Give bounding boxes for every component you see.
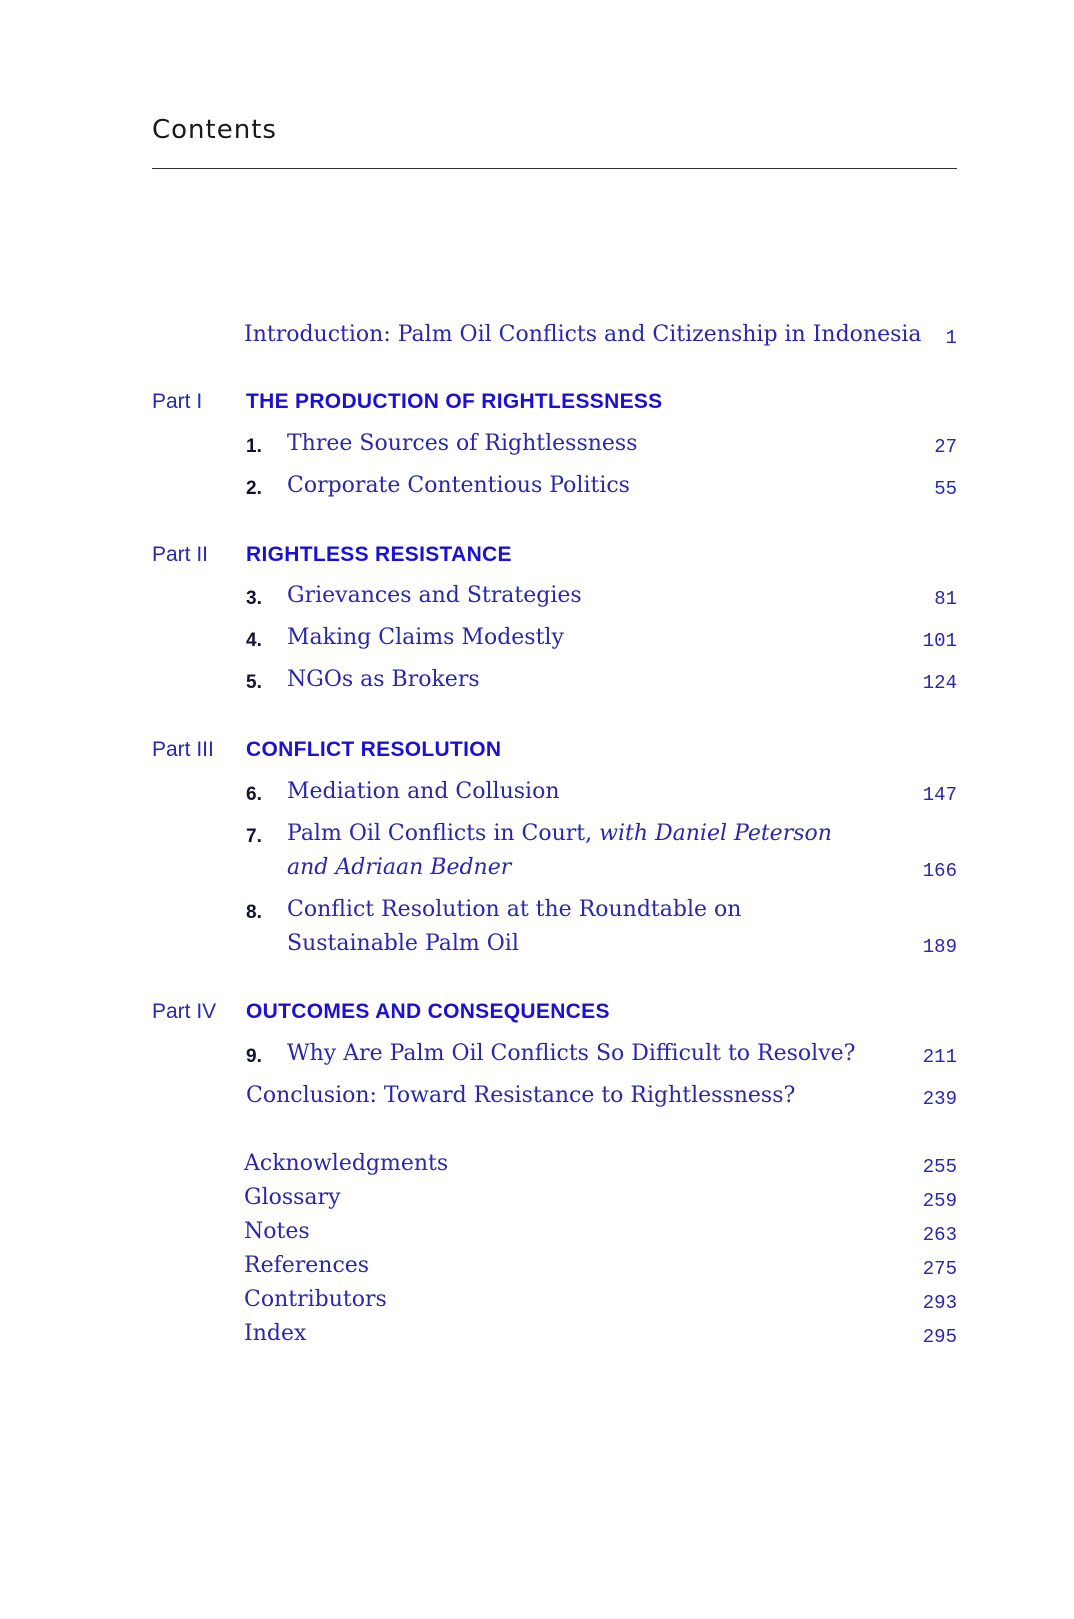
toc-entry-title: Index (244, 1321, 307, 1346)
part-title: THE PRODUCTION OF RIGHTLESSNESS (246, 390, 663, 413)
part-title: OUTCOMES AND CONSEQUENCES (246, 1000, 610, 1023)
header-divider (152, 168, 957, 169)
toc-entry-title: Grievances and Strategies (287, 583, 582, 608)
toc-page-number: 263 (922, 1224, 957, 1246)
toc-page-number: 147 (922, 784, 957, 806)
toc-entry-title: Sustainable Palm Oil (287, 931, 519, 956)
toc-page-number: 101 (922, 630, 957, 652)
toc-entry-title-line (287, 821, 832, 846)
toc-entry-title: Glossary (244, 1185, 341, 1210)
part-label: Part IV (152, 1000, 217, 1023)
contributor-byline: and Adriaan Bedner (287, 855, 512, 880)
toc-page-number: 81 (934, 588, 957, 610)
toc-page-number: 55 (934, 478, 957, 500)
toc-entry-title: Conclusion: Toward Resistance to Rightlessness? (246, 1083, 796, 1108)
toc-entry-title: Corporate Contentious Politics (287, 473, 630, 498)
toc-page-number: 255 (922, 1156, 957, 1178)
toc-entry-title: Mediation and Collusion (287, 779, 560, 804)
toc-page-number: 124 (922, 672, 957, 694)
toc-entry-title: Introduction: Palm Oil Conflicts and Citizenship in Indonesia (244, 322, 922, 347)
toc-entry-title: NGOs as Brokers (287, 667, 480, 692)
toc-entry-title: Notes (244, 1219, 310, 1244)
chapter-number: 5. (246, 672, 262, 693)
toc-entry-title: Why Are Palm Oil Conflicts So Difficult to Resolve? (287, 1041, 856, 1066)
page-title: Contents (152, 115, 277, 145)
toc-entry-title: Acknowledgments (244, 1151, 449, 1176)
toc-page-number: 295 (922, 1326, 957, 1348)
chapter-number: 7. (246, 826, 262, 847)
part-title: RIGHTLESS RESISTANCE (246, 543, 512, 566)
chapter-number: 2. (246, 478, 262, 499)
toc-entry-title: Palm Oil Conflicts in Court, (287, 821, 593, 846)
toc-page-number: 1 (945, 327, 957, 349)
chapter-number: 8. (246, 902, 262, 923)
toc-page-number: 259 (922, 1190, 957, 1212)
chapter-number: 1. (246, 436, 262, 457)
contributor-byline: with Daniel Peterson (599, 821, 832, 846)
chapter-number: 6. (246, 784, 262, 805)
toc-entry-title: Conflict Resolution at the Roundtable on (287, 897, 742, 922)
toc-entry-title: Three Sources of Rightlessness (287, 431, 638, 456)
chapter-number: 4. (246, 630, 262, 651)
toc-entry-title: Contributors (244, 1287, 387, 1312)
toc-page-number: 27 (934, 436, 957, 458)
toc-page-number: 211 (922, 1046, 957, 1068)
toc-page-number: 293 (922, 1292, 957, 1314)
chapter-number: 9. (246, 1046, 262, 1067)
part-label: Part III (152, 738, 214, 761)
toc-page-number: 239 (922, 1088, 957, 1110)
part-title: CONFLICT RESOLUTION (246, 738, 502, 761)
toc-entry-title: Making Claims Modestly (287, 625, 564, 650)
toc-page-number: 275 (922, 1258, 957, 1280)
toc-page-number: 166 (922, 860, 957, 882)
chapter-number: 3. (246, 588, 262, 609)
toc-entry-title: References (244, 1253, 370, 1278)
toc-page-number: 189 (922, 936, 957, 958)
part-label: Part II (152, 543, 209, 566)
part-label: Part I (152, 390, 203, 413)
